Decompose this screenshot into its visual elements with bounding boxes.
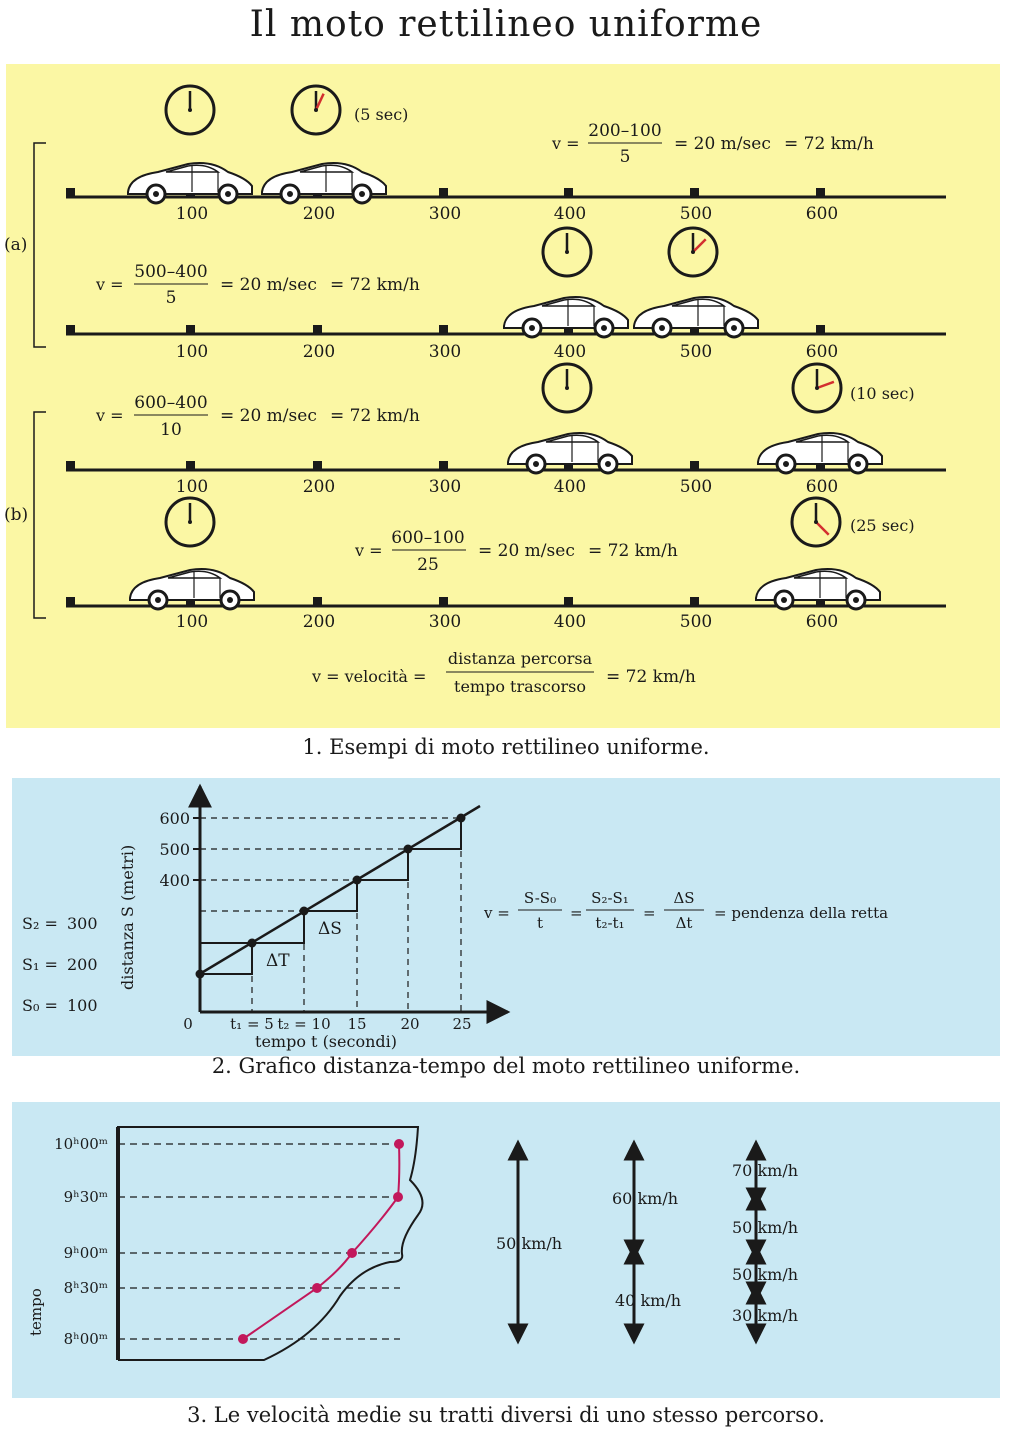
- row4-elapsed: (25 sec): [850, 516, 915, 535]
- time-tick-label: 8ʰ00ᵐ: [63, 1330, 108, 1348]
- x-tick-label: 15: [347, 1015, 367, 1033]
- s1-label: S₁ =: [22, 955, 58, 974]
- row1-speed-kmh: = 72 km/h: [784, 134, 874, 154]
- road-tick-label: 200: [302, 477, 336, 497]
- row4-speed-kmh: = 72 km/h: [588, 541, 678, 561]
- speed-label: 50 km/h: [496, 1234, 563, 1253]
- road-tick-label: 500: [679, 342, 713, 362]
- row3-numerator: 600–400: [134, 393, 208, 413]
- road-tick-label: 400: [553, 204, 587, 224]
- delta-s-label: ΔS: [318, 919, 342, 939]
- formula2-numerator: S₂-S₁: [591, 889, 629, 907]
- route-point: [393, 1192, 403, 1202]
- formula3-numerator: ΔS: [673, 889, 695, 907]
- x-tick-label: 20: [400, 1015, 420, 1033]
- v-prefix: v =: [96, 275, 124, 294]
- x-axis-label: tempo t (secondi): [255, 1032, 397, 1051]
- s2-value: 300: [67, 914, 98, 933]
- row4-numerator: 600–100: [391, 528, 465, 548]
- row3-speed-ms: = 20 m/sec: [220, 406, 317, 426]
- y-tick-label: 500: [159, 840, 190, 859]
- road-tick-label: 100: [175, 204, 209, 224]
- formula-eq2: =: [643, 904, 656, 922]
- time-tick-label: 9ʰ00ᵐ: [63, 1244, 108, 1262]
- x-tick-label: 25: [452, 1015, 472, 1033]
- s0-label: S₀ =: [22, 996, 58, 1015]
- road-tick-label: 300: [428, 477, 462, 497]
- road-tick-label: 500: [679, 204, 713, 224]
- y-tick-label: 600: [159, 809, 190, 828]
- row3-denominator: 10: [160, 420, 182, 440]
- definition-lhs: v = velocità =: [312, 667, 427, 686]
- row2-speed-kmh: = 72 km/h: [330, 275, 420, 295]
- route-point: [347, 1248, 357, 1258]
- delta-t-label: ΔT: [266, 951, 290, 971]
- route-curve: [243, 1144, 399, 1339]
- row1-denominator: 5: [619, 147, 631, 167]
- row2-numerator: 500–400: [134, 262, 208, 282]
- time-tick-label: 10ʰ00ᵐ: [54, 1135, 108, 1153]
- v-prefix: v =: [355, 541, 383, 560]
- formula2-denominator: t₂-t₁: [595, 914, 625, 932]
- group-a-label: (a): [4, 235, 28, 255]
- v-prefix: v =: [96, 406, 124, 425]
- road-tick-label: 300: [428, 204, 462, 224]
- road-tick-label: 200: [302, 342, 336, 362]
- y-axis-label: distanza S (metri): [118, 844, 137, 990]
- y-tick-label: 400: [159, 871, 190, 890]
- speed-label: 50 km/h: [732, 1265, 799, 1284]
- road-tick-label: 400: [553, 342, 587, 362]
- speed-label: 70 km/h: [732, 1161, 799, 1180]
- definition-denominator: tempo trascorso: [454, 677, 586, 696]
- figure3-caption: 3. Le velocità medie su tratti diversi di uno stesso percorso.: [187, 1403, 825, 1427]
- road-tick-label: 600: [805, 342, 839, 362]
- time-axis-label: tempo: [27, 1288, 45, 1336]
- s2-label: S₂ =: [22, 914, 58, 933]
- row3-elapsed: (10 sec): [850, 384, 915, 403]
- formula1-numerator: S-S₀: [523, 889, 557, 907]
- road-tick-label: 100: [175, 612, 209, 632]
- x-tick-label: 0: [183, 1015, 193, 1033]
- row2-denominator: 5: [165, 288, 177, 308]
- formula1-denominator: t: [536, 914, 544, 932]
- figure1-caption: 1. Esempi di moto rettilineo uniforme.: [302, 735, 710, 759]
- x-tick-label: t₂ = 10: [277, 1015, 331, 1033]
- road-tick-label: 300: [428, 612, 462, 632]
- route-point: [238, 1334, 248, 1344]
- road-tick-label: 600: [805, 477, 839, 497]
- speed-label: 30 km/h: [732, 1306, 799, 1325]
- speed-label: 60 km/h: [612, 1189, 679, 1208]
- row3-speed-kmh: = 72 km/h: [330, 406, 420, 426]
- road-tick-label: 400: [553, 477, 587, 497]
- formula-result: = pendenza della retta: [714, 904, 889, 922]
- road-tick-label: 100: [175, 477, 209, 497]
- road-tick-label: 300: [428, 342, 462, 362]
- road-tick-label: 600: [805, 612, 839, 632]
- formula-v: v =: [484, 904, 510, 922]
- route-point: [312, 1283, 322, 1293]
- formula3-denominator: Δt: [675, 914, 693, 932]
- road-tick-label: 400: [553, 612, 587, 632]
- row2-speed-ms: = 20 m/sec: [220, 275, 317, 295]
- road-tick-label: 100: [175, 342, 209, 362]
- x-tick-label: t₁ = 5: [230, 1015, 274, 1033]
- row1-elapsed: (5 sec): [354, 105, 409, 124]
- formula-eq1: =: [570, 904, 583, 922]
- row4-denominator: 25: [417, 555, 439, 575]
- road-tick-label: 200: [302, 612, 336, 632]
- speed-label: 50 km/h: [732, 1218, 799, 1237]
- road-tick-label: 500: [679, 477, 713, 497]
- figure2-caption: 2. Grafico distanza-tempo del moto rettilineo uniforme.: [211, 1054, 801, 1078]
- s1-value: 200: [67, 955, 98, 974]
- s0-value: 100: [67, 996, 98, 1015]
- row1-speed-ms: = 20 m/sec: [674, 134, 771, 154]
- route-point: [394, 1139, 404, 1149]
- time-tick-label: 8ʰ30ᵐ: [63, 1279, 108, 1297]
- route-frame: [118, 1127, 423, 1360]
- row1-numerator: 200–100: [588, 121, 662, 141]
- road-tick-label: 500: [679, 612, 713, 632]
- group-b-label: (b): [4, 505, 29, 525]
- road-tick-label: 600: [805, 204, 839, 224]
- definition-result: = 72 km/h: [606, 667, 696, 687]
- page-title: Il moto rettilineo uniforme: [249, 4, 763, 45]
- v-prefix: v =: [552, 134, 580, 153]
- definition-numerator: distanza percorsa: [447, 649, 593, 668]
- time-tick-label: 9ʰ30ᵐ: [63, 1188, 108, 1206]
- row4-speed-ms: = 20 m/sec: [478, 541, 575, 561]
- road-tick-label: 200: [302, 204, 336, 224]
- speed-label: 40 km/h: [615, 1291, 682, 1310]
